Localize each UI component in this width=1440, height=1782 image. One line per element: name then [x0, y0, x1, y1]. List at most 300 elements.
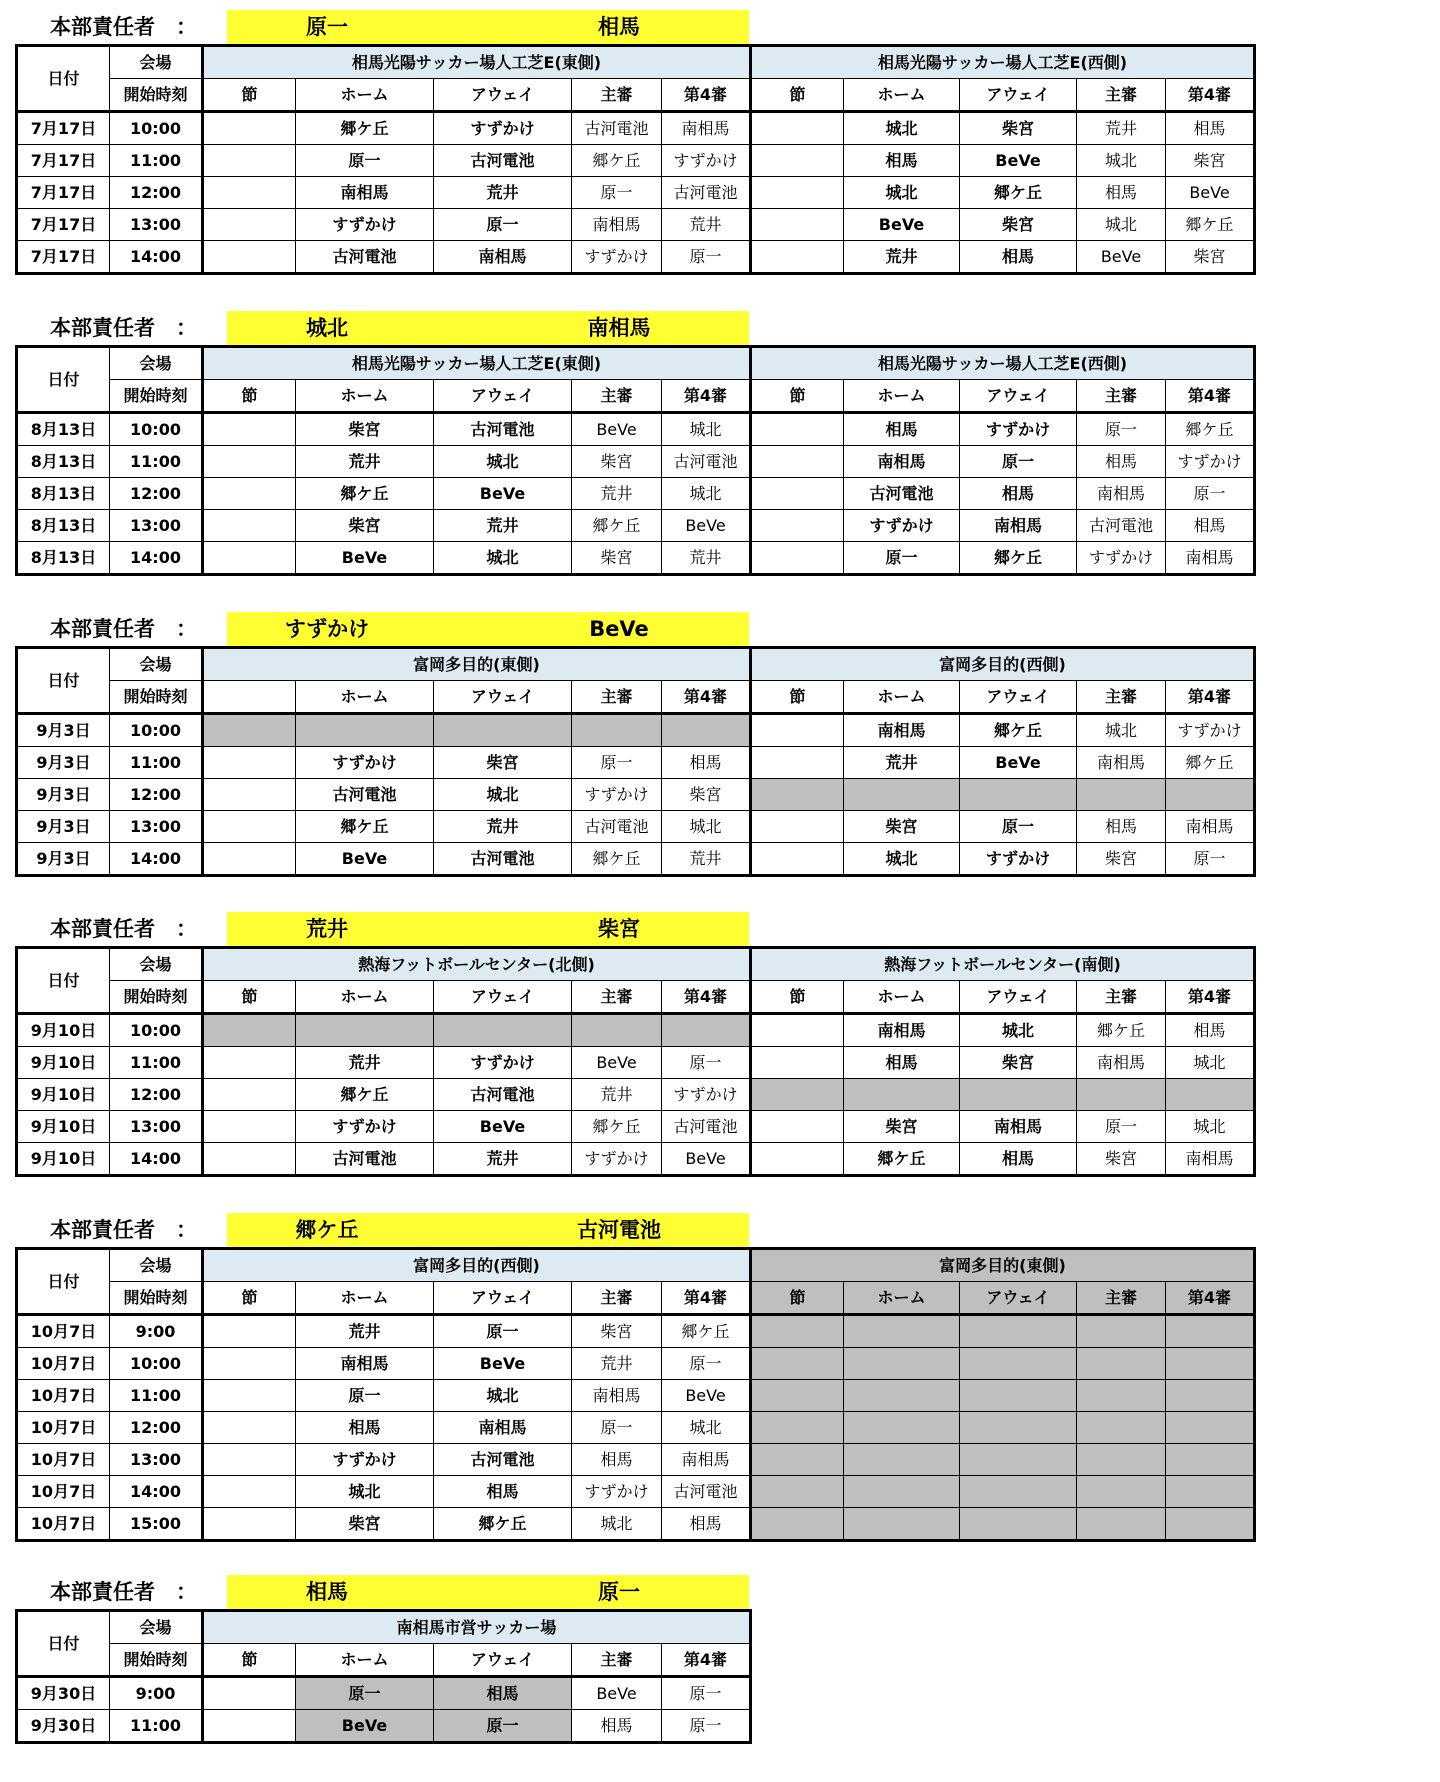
- match-away-team-a: 南相馬: [434, 1412, 572, 1444]
- match-date: 10月7日: [17, 1444, 110, 1476]
- fourth-official-header: 第4審: [662, 681, 751, 714]
- match-referee-a: BeVe: [572, 413, 662, 446]
- referee-header: 主審: [1077, 380, 1166, 413]
- match-referee-b: [1077, 1315, 1166, 1348]
- match-fourth-official-a: 郷ケ丘: [662, 1315, 751, 1348]
- match-round-a: [203, 1047, 296, 1079]
- venue-name-b: 相馬光陽サッカー場人工芝E(西側): [751, 46, 1255, 79]
- match-round-b: [751, 145, 844, 177]
- match-referee-b: BeVe: [1077, 241, 1166, 274]
- table-row: [17, 510, 1255, 542]
- schedule-table: [15, 646, 1256, 877]
- responsible-person-1: 相馬: [306, 1580, 348, 1604]
- match-date: 9月3日: [17, 843, 110, 876]
- match-round-a: [203, 177, 296, 209]
- match-home-team-a: [296, 714, 434, 747]
- responsible-person-1: 荒井: [306, 917, 348, 941]
- match-round-a: [203, 1710, 296, 1743]
- match-date: 9月10日: [17, 1143, 110, 1176]
- match-referee-b: 原一: [1077, 1111, 1166, 1143]
- match-date: 9月30日: [17, 1710, 110, 1743]
- match-round-a: [203, 1476, 296, 1508]
- match-referee-b: [1077, 1476, 1166, 1508]
- match-referee-a: 柴宮: [572, 542, 662, 575]
- match-start-time: 14:00: [110, 1476, 203, 1508]
- match-away-team-b: 柴宮: [960, 112, 1077, 145]
- match-fourth-official-a: 古河電池: [662, 1476, 751, 1508]
- table-row: [17, 112, 1255, 145]
- home-header: ホーム: [296, 681, 434, 714]
- match-away-team-a: BeVe: [434, 1111, 572, 1143]
- match-date: 10月7日: [17, 1508, 110, 1541]
- match-referee-a: 原一: [572, 1412, 662, 1444]
- match-round-b: [751, 1380, 844, 1412]
- match-referee-a: 南相馬: [572, 209, 662, 241]
- match-round-a: [203, 1079, 296, 1111]
- table-row: [17, 209, 1255, 241]
- fourth-official-header: 第4審: [1166, 981, 1255, 1014]
- match-home-team-b: 南相馬: [844, 1014, 960, 1047]
- match-start-time: 14:00: [110, 542, 203, 575]
- match-round-b: [751, 1143, 844, 1176]
- match-start-time: 12:00: [110, 1079, 203, 1111]
- round-header: 節: [203, 79, 296, 112]
- match-home-team-a: 郷ケ丘: [296, 811, 434, 843]
- schedule-table: [15, 946, 1256, 1177]
- responsible-person-2: 原一: [598, 1580, 640, 1604]
- match-start-time: 12:00: [110, 779, 203, 811]
- match-round-a: [203, 1380, 296, 1412]
- responsible-highlight: [227, 612, 749, 646]
- match-away-team-a: 荒井: [434, 811, 572, 843]
- fourth-official-header: 第4審: [1166, 79, 1255, 112]
- match-fourth-official-b: 郷ケ丘: [1166, 209, 1255, 241]
- match-away-team-a: BeVe: [434, 478, 572, 510]
- match-fourth-official-b: 相馬: [1166, 510, 1255, 542]
- match-round-b: [751, 1315, 844, 1348]
- venue-name-a: 相馬光陽サッカー場人工芝E(東側): [203, 46, 751, 79]
- match-start-time: 14:00: [110, 843, 203, 876]
- table-row: [17, 1111, 1255, 1143]
- match-referee-b: [1077, 1079, 1166, 1111]
- match-referee-b: 柴宮: [1077, 1143, 1166, 1176]
- match-home-team-a: 古河電池: [296, 1143, 434, 1176]
- match-round-b: [751, 446, 844, 478]
- match-referee-a: [572, 714, 662, 747]
- match-fourth-official-b: [1166, 1508, 1255, 1541]
- round-header: 節: [751, 981, 844, 1014]
- match-home-team-b: [844, 779, 960, 811]
- match-date: 8月13日: [17, 413, 110, 446]
- match-round-b: [751, 542, 844, 575]
- match-away-team-a: 古河電池: [434, 1079, 572, 1111]
- match-fourth-official-a: 城北: [662, 413, 751, 446]
- responsible-label: 本部責任者 ：: [50, 316, 197, 340]
- match-away-team-b: [960, 1476, 1077, 1508]
- start-time-header: 開始時刻: [110, 79, 203, 112]
- section-header: [0, 1213, 1440, 1247]
- match-referee-a: 荒井: [572, 1079, 662, 1111]
- match-referee-a: 郷ケ丘: [572, 145, 662, 177]
- match-home-team-b: [844, 1412, 960, 1444]
- match-referee-a: BeVe: [572, 1677, 662, 1710]
- match-referee-a: すずかけ: [572, 1476, 662, 1508]
- match-round-b: [751, 1047, 844, 1079]
- responsible-person-1: 原一: [306, 15, 348, 39]
- match-away-team-a: 南相馬: [434, 241, 572, 274]
- match-home-team-a: 相馬: [296, 1412, 434, 1444]
- venue-name-a: 相馬光陽サッカー場人工芝E(東側): [203, 347, 751, 380]
- responsible-highlight: [227, 912, 749, 946]
- match-round-b: [751, 1476, 844, 1508]
- match-fourth-official-a: 古河電池: [662, 177, 751, 209]
- venue-header: 会場: [110, 948, 203, 981]
- match-referee-b: 相馬: [1077, 446, 1166, 478]
- match-fourth-official-a: [662, 1014, 751, 1047]
- match-referee-b: 相馬: [1077, 811, 1166, 843]
- match-referee-a: 南相馬: [572, 1380, 662, 1412]
- responsible-label: 本部責任者 ：: [50, 1218, 197, 1242]
- match-referee-b: 城北: [1077, 209, 1166, 241]
- match-round-b: [751, 177, 844, 209]
- away-header: アウェイ: [434, 380, 572, 413]
- match-round-a: [203, 446, 296, 478]
- match-home-team-b: 城北: [844, 112, 960, 145]
- match-date: 9月10日: [17, 1014, 110, 1047]
- match-away-team-a: 城北: [434, 779, 572, 811]
- match-away-team-a: 古河電池: [434, 145, 572, 177]
- match-home-team-a: BeVe: [296, 1710, 434, 1743]
- section-header: [0, 1575, 1440, 1609]
- schedule-table: [15, 44, 1256, 275]
- match-referee-a: 柴宮: [572, 1315, 662, 1348]
- match-date: 7月17日: [17, 241, 110, 274]
- match-away-team-a: 城北: [434, 1380, 572, 1412]
- match-away-team-b: [960, 1315, 1077, 1348]
- match-away-team-b: 郷ケ丘: [960, 714, 1077, 747]
- match-start-time: 9:00: [110, 1315, 203, 1348]
- match-away-team-b: [960, 1380, 1077, 1412]
- match-fourth-official-a: 原一: [662, 1677, 751, 1710]
- match-fourth-official-a: 古河電池: [662, 1111, 751, 1143]
- table-row: [17, 1444, 1255, 1476]
- match-home-team-a: すずかけ: [296, 1444, 434, 1476]
- match-round-b: [751, 779, 844, 811]
- schedule-table: [15, 1609, 752, 1744]
- table-row: [17, 1508, 1255, 1541]
- home-header: ホーム: [844, 681, 960, 714]
- match-fourth-official-b: [1166, 1079, 1255, 1111]
- match-referee-a: 相馬: [572, 1710, 662, 1743]
- away-header: アウェイ: [960, 1282, 1077, 1315]
- match-referee-a: [572, 1014, 662, 1047]
- match-home-team-a: 城北: [296, 1476, 434, 1508]
- fourth-official-header: 第4審: [1166, 681, 1255, 714]
- match-fourth-official-a: 原一: [662, 1047, 751, 1079]
- match-away-team-b: 原一: [960, 811, 1077, 843]
- match-fourth-official-a: 相馬: [662, 1508, 751, 1541]
- match-referee-b: すずかけ: [1077, 542, 1166, 575]
- match-fourth-official-a: 原一: [662, 1348, 751, 1380]
- match-referee-b: 相馬: [1077, 177, 1166, 209]
- venue-name-a: 富岡多目的(東側): [203, 648, 751, 681]
- match-start-time: 13:00: [110, 510, 203, 542]
- match-start-time: 11:00: [110, 446, 203, 478]
- match-round-b: [751, 478, 844, 510]
- home-header: ホーム: [844, 981, 960, 1014]
- match-away-team-b: BeVe: [960, 747, 1077, 779]
- match-referee-a: 荒井: [572, 1348, 662, 1380]
- home-header: ホーム: [296, 1282, 434, 1315]
- responsible-highlight: [227, 10, 749, 44]
- match-away-team-a: BeVe: [434, 1348, 572, 1380]
- match-fourth-official-b: 南相馬: [1166, 811, 1255, 843]
- match-start-time: 10:00: [110, 1348, 203, 1380]
- match-away-team-b: 郷ケ丘: [960, 542, 1077, 575]
- match-home-team-a: 古河電池: [296, 241, 434, 274]
- match-fourth-official-b: [1166, 1412, 1255, 1444]
- round-header: 節: [751, 380, 844, 413]
- match-referee-b: [1077, 1412, 1166, 1444]
- match-fourth-official-a: 荒井: [662, 843, 751, 876]
- match-start-time: 10:00: [110, 112, 203, 145]
- referee-header: 主審: [1077, 681, 1166, 714]
- match-home-team-b: 相馬: [844, 145, 960, 177]
- match-referee-a: 原一: [572, 177, 662, 209]
- match-home-team-a: 古河電池: [296, 779, 434, 811]
- match-home-team-b: [844, 1508, 960, 1541]
- match-start-time: 15:00: [110, 1508, 203, 1541]
- match-start-time: 11:00: [110, 1710, 203, 1743]
- match-date: 9月30日: [17, 1677, 110, 1710]
- match-round-a: [203, 145, 296, 177]
- match-round-a: [203, 209, 296, 241]
- match-start-time: 10:00: [110, 714, 203, 747]
- match-away-team-a: 城北: [434, 542, 572, 575]
- match-home-team-b: [844, 1476, 960, 1508]
- match-round-a: [203, 1111, 296, 1143]
- match-date: 8月13日: [17, 542, 110, 575]
- match-round-a: [203, 843, 296, 876]
- round-header: 節: [203, 981, 296, 1014]
- table-row: [17, 542, 1255, 575]
- match-home-team-a: 原一: [296, 1677, 434, 1710]
- match-home-team-b: [844, 1315, 960, 1348]
- match-fourth-official-b: [1166, 1315, 1255, 1348]
- section-header: [0, 311, 1440, 345]
- match-fourth-official-a: 城北: [662, 1412, 751, 1444]
- match-referee-a: BeVe: [572, 1047, 662, 1079]
- away-header: アウェイ: [960, 981, 1077, 1014]
- match-round-b: [751, 112, 844, 145]
- referee-header: 主審: [1077, 981, 1166, 1014]
- start-time-header: 開始時刻: [110, 681, 203, 714]
- match-referee-a: 郷ケ丘: [572, 1111, 662, 1143]
- match-fourth-official-a: 柴宮: [662, 779, 751, 811]
- match-home-team-b: 南相馬: [844, 714, 960, 747]
- match-referee-b: 城北: [1077, 714, 1166, 747]
- fourth-official-header: 第4審: [1166, 1282, 1255, 1315]
- match-away-team-a: [434, 714, 572, 747]
- match-referee-b: [1077, 1508, 1166, 1541]
- home-header: ホーム: [844, 380, 960, 413]
- schedule-table: [15, 1247, 1256, 1542]
- match-round-a: [203, 542, 296, 575]
- match-home-team-a: すずかけ: [296, 747, 434, 779]
- table-row: [17, 714, 1255, 747]
- match-home-team-a: 柴宮: [296, 510, 434, 542]
- venue-name-b: 熱海フットボールセンター(南側): [751, 948, 1255, 981]
- match-fourth-official-a: 荒井: [662, 209, 751, 241]
- table-row: [17, 1079, 1255, 1111]
- table-row: [17, 478, 1255, 510]
- table-row: [17, 811, 1255, 843]
- match-round-a: [203, 1677, 296, 1710]
- match-home-team-a: 柴宮: [296, 1508, 434, 1541]
- match-referee-a: すずかけ: [572, 779, 662, 811]
- match-round-b: [751, 510, 844, 542]
- date-header: 日付: [17, 1611, 110, 1677]
- away-header: アウェイ: [434, 1644, 572, 1677]
- match-round-b: [751, 811, 844, 843]
- match-fourth-official-b: [1166, 1476, 1255, 1508]
- match-round-a: [203, 1348, 296, 1380]
- match-referee-a: 原一: [572, 747, 662, 779]
- match-fourth-official-a: 南相馬: [662, 112, 751, 145]
- round-header: 節: [203, 1282, 296, 1315]
- match-referee-b: 柴宮: [1077, 843, 1166, 876]
- match-fourth-official-b: 柴宮: [1166, 241, 1255, 274]
- responsible-person-1: すずかけ: [284, 617, 370, 641]
- match-fourth-official-b: BeVe: [1166, 177, 1255, 209]
- match-referee-b: 南相馬: [1077, 1047, 1166, 1079]
- table-row: [17, 1710, 751, 1743]
- away-header: アウェイ: [960, 681, 1077, 714]
- match-away-team-a: 相馬: [434, 1476, 572, 1508]
- match-referee-a: 郷ケ丘: [572, 843, 662, 876]
- match-fourth-official-b: 城北: [1166, 1111, 1255, 1143]
- table-row: [17, 843, 1255, 876]
- date-header: 日付: [17, 347, 110, 413]
- responsible-highlight: [227, 1213, 749, 1247]
- match-round-b: [751, 843, 844, 876]
- match-home-team-b: 南相馬: [844, 446, 960, 478]
- match-start-time: 10:00: [110, 1014, 203, 1047]
- start-time-header: 開始時刻: [110, 981, 203, 1014]
- round-header: 節: [203, 1644, 296, 1677]
- match-referee-b: 古河電池: [1077, 510, 1166, 542]
- responsible-person-1: 郷ケ丘: [295, 1218, 359, 1242]
- match-home-team-b: 城北: [844, 177, 960, 209]
- match-round-a: [203, 714, 296, 747]
- date-header: 日付: [17, 46, 110, 112]
- match-away-team-b: すずかけ: [960, 843, 1077, 876]
- match-home-team-b: すずかけ: [844, 510, 960, 542]
- table-row: [17, 145, 1255, 177]
- match-away-team-a: 荒井: [434, 510, 572, 542]
- match-away-team-b: [960, 1444, 1077, 1476]
- venue-header: 会場: [110, 1249, 203, 1282]
- responsible-person-2: 古河電池: [577, 1218, 661, 1242]
- match-away-team-a: 古河電池: [434, 1444, 572, 1476]
- section-header: [0, 10, 1440, 44]
- match-fourth-official-b: 南相馬: [1166, 542, 1255, 575]
- match-fourth-official-b: 郷ケ丘: [1166, 747, 1255, 779]
- table-row: [17, 1380, 1255, 1412]
- match-fourth-official-b: [1166, 779, 1255, 811]
- match-away-team-a: すずかけ: [434, 112, 572, 145]
- match-start-time: 14:00: [110, 1143, 203, 1176]
- match-round-b: [751, 747, 844, 779]
- venue-name-a: 富岡多目的(西側): [203, 1249, 751, 1282]
- match-away-team-a: 柴宮: [434, 747, 572, 779]
- match-start-time: 11:00: [110, 145, 203, 177]
- match-round-a: [203, 413, 296, 446]
- match-away-team-b: 郷ケ丘: [960, 177, 1077, 209]
- home-header: ホーム: [844, 1282, 960, 1315]
- match-start-time: 13:00: [110, 1444, 203, 1476]
- match-round-a: [203, 1014, 296, 1047]
- match-referee-b: [1077, 1444, 1166, 1476]
- match-home-team-a: すずかけ: [296, 209, 434, 241]
- start-time-header: 開始時刻: [110, 1644, 203, 1677]
- match-away-team-a: 古河電池: [434, 843, 572, 876]
- referee-header: 主審: [572, 79, 662, 112]
- match-date: 8月13日: [17, 478, 110, 510]
- match-round-b: [751, 241, 844, 274]
- match-round-a: [203, 510, 296, 542]
- match-away-team-a: 城北: [434, 446, 572, 478]
- match-referee-b: 城北: [1077, 145, 1166, 177]
- match-start-time: 12:00: [110, 177, 203, 209]
- venue-name-b: 相馬光陽サッカー場人工芝E(西側): [751, 347, 1255, 380]
- start-time-header: 開始時刻: [110, 1282, 203, 1315]
- match-date: 10月7日: [17, 1348, 110, 1380]
- match-home-team-a: 柴宮: [296, 413, 434, 446]
- match-referee-b: [1077, 1380, 1166, 1412]
- match-fourth-official-a: 相馬: [662, 747, 751, 779]
- responsible-label: 本部責任者 ：: [50, 617, 197, 641]
- match-home-team-a: 郷ケ丘: [296, 112, 434, 145]
- match-home-team-b: 古河電池: [844, 478, 960, 510]
- match-fourth-official-a: BeVe: [662, 510, 751, 542]
- match-date: 9月10日: [17, 1111, 110, 1143]
- match-start-time: 10:00: [110, 413, 203, 446]
- match-fourth-official-b: すずかけ: [1166, 446, 1255, 478]
- away-header: アウェイ: [434, 681, 572, 714]
- match-fourth-official-a: [662, 714, 751, 747]
- fourth-official-header: 第4審: [662, 1282, 751, 1315]
- match-round-a: [203, 1412, 296, 1444]
- match-start-time: 13:00: [110, 209, 203, 241]
- match-away-team-a: [434, 1014, 572, 1047]
- match-referee-b: 原一: [1077, 413, 1166, 446]
- table-row: [17, 241, 1255, 274]
- match-round-b: [751, 1111, 844, 1143]
- match-away-team-a: 郷ケ丘: [434, 1508, 572, 1541]
- date-header: 日付: [17, 1249, 110, 1315]
- referee-header: 主審: [572, 1644, 662, 1677]
- match-date: 10月7日: [17, 1476, 110, 1508]
- match-away-team-b: 南相馬: [960, 1111, 1077, 1143]
- responsible-person-2: 南相馬: [587, 316, 651, 340]
- match-round-a: [203, 1315, 296, 1348]
- match-date: 10月7日: [17, 1380, 110, 1412]
- match-round-b: [751, 1014, 844, 1047]
- match-round-a: [203, 478, 296, 510]
- match-date: 9月10日: [17, 1047, 110, 1079]
- match-round-a: [203, 811, 296, 843]
